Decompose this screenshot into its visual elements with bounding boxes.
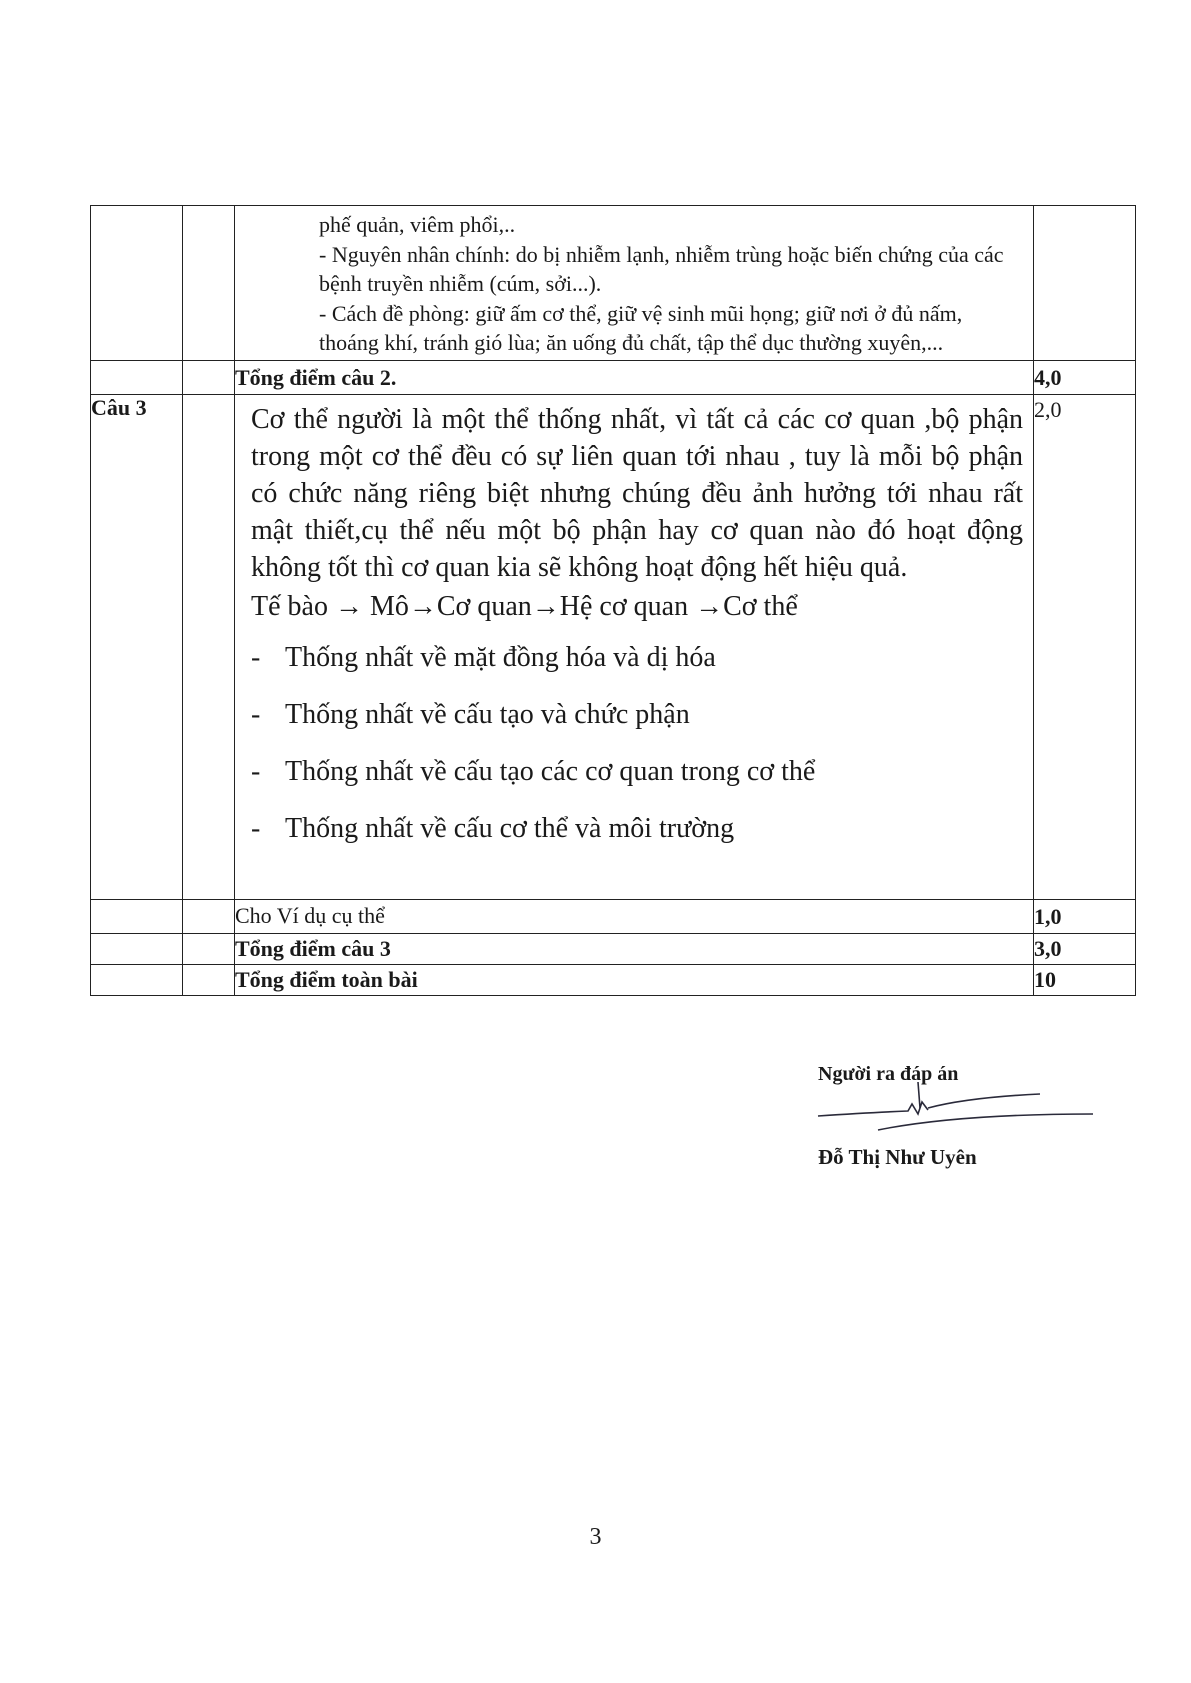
table-row-total-q2 — [91, 360, 1136, 394]
list-item — [251, 753, 1023, 790]
bullet-dash: - — [251, 641, 261, 673]
signature-name: Đỗ Thị Như Uyên — [818, 1145, 977, 1169]
bullet-text: Thống nhất về cấu cơ thể và môi trường — [285, 812, 735, 844]
continuation-line-2: - Nguyên nhân chính: do bị nhiễm lạnh, nhiễm trùng hoặc biến chứng của các bệnh truyền nhiễm (cúm, sởi...). — [319, 241, 1004, 296]
total-q3-label: Tổng điểm câu 3 — [235, 933, 1034, 964]
bullet-text: Thống nhất về cấu tạo các cơ quan trong cơ thể — [285, 755, 816, 787]
question-3-answer-cell — [235, 394, 1034, 899]
continuation-line-3: - Cách đề phòng: giữ ấm cơ thể, giữ vệ sinh mũi họng; giữ nơi ở đủ nấm, thoáng khí, tránh gió lùa; ăn uống đủ chất, tập thể dục thường xuyên,... — [319, 300, 963, 355]
list-item — [251, 639, 1023, 676]
table-row-q3 — [91, 394, 1136, 899]
total-all-label: Tổng điểm toàn bài — [235, 964, 1034, 995]
question-3-bullet-list — [251, 639, 1023, 847]
example-label: Cho Ví dụ cụ thể — [235, 899, 1034, 933]
total-q3-score: 3,0 — [1034, 933, 1136, 964]
table-row-total-all — [91, 964, 1136, 995]
list-item — [251, 696, 1023, 733]
bullet-dash: - — [251, 755, 261, 787]
question-3-flow: Tế bào → Mô→Cơ quan→Hệ cơ quan →Cơ thể — [251, 590, 798, 622]
total-all-score: 10 — [1034, 964, 1136, 995]
question-3-label: Câu 3 — [91, 394, 183, 899]
bullet-text: Thống nhất về cấu tạo và chức phận — [285, 698, 690, 730]
example-score: 1,0 — [1034, 899, 1136, 933]
table-row-q2-continuation — [91, 206, 1136, 361]
answer-key-table — [90, 205, 1136, 996]
table-row-example — [91, 899, 1136, 933]
q2-continuation-cell — [235, 206, 1034, 361]
total-q2-label: Tổng điểm câu 2. — [235, 360, 1034, 394]
table-row-total-q3 — [91, 933, 1136, 964]
list-item — [251, 810, 1023, 847]
signature-title: Người ra đáp án — [818, 1063, 959, 1085]
bullet-dash: - — [251, 698, 261, 730]
handwritten-signature — [808, 1078, 1098, 1140]
question-3-score: 2,0 — [1034, 394, 1136, 899]
question-3-paragraph: Cơ thể người là một thể thống nhất, vì tất cả các cơ quan ,bộ phận trong một cơ thể đều có sự liên quan tới nhau , tuy là mỗi bộ phận có chức năng riêng biệt nhưng chúng đều ảnh hưởng tới nhau rất mật thiết,cụ thể nếu một bộ phận hay cơ quan nào đó hoạt động không tốt thì cơ quan kia sẽ không hoạt động hết hiệu quả. — [251, 403, 1023, 583]
page-number: 3 — [589, 1524, 602, 1550]
bullet-text: Thống nhất về mặt đồng hóa và dị hóa — [285, 641, 716, 673]
continuation-line-1: phế quản, viêm phổi,.. — [319, 212, 516, 237]
total-q2-score: 4,0 — [1034, 360, 1136, 394]
bullet-dash: - — [251, 812, 261, 844]
